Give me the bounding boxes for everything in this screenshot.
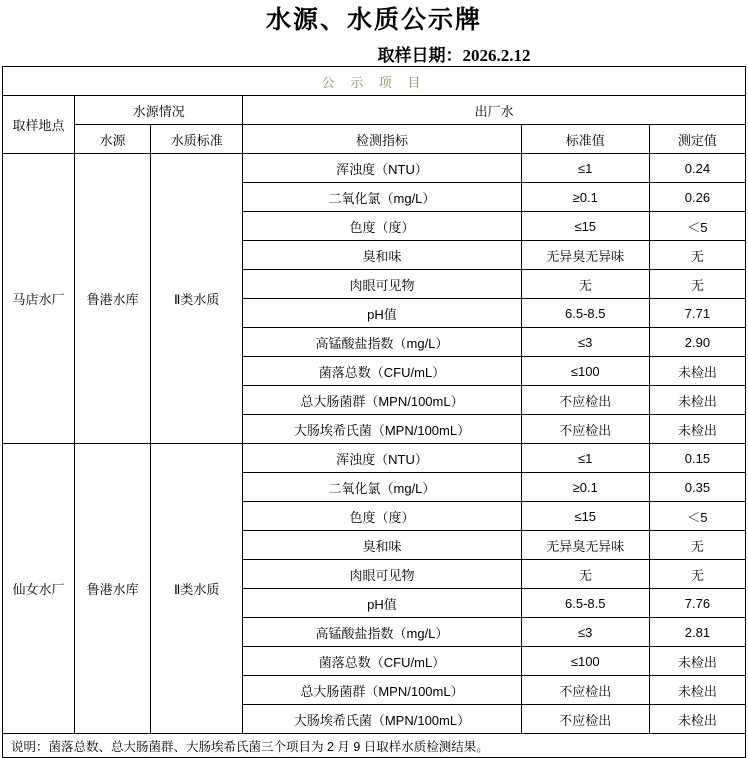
standard-value-cell: 6.5-8.5 — [521, 299, 649, 328]
plant-standard-cell: Ⅱ类水质 — [151, 154, 243, 444]
standard-value-cell: 无异臭无异味 — [521, 241, 649, 270]
measured-value-cell: 无 — [649, 560, 745, 589]
table-row — [3, 154, 746, 183]
header-outlet-water: 出厂水 — [243, 96, 746, 125]
index-cell: 浑浊度（NTU） — [243, 444, 521, 473]
measured-value-cell: 未检出 — [649, 415, 745, 444]
measured-value-cell: 未检出 — [649, 357, 745, 386]
measured-value-cell: 无 — [649, 241, 745, 270]
standard-value-cell: 不应检出 — [521, 705, 649, 734]
measured-value-cell: 0.15 — [649, 444, 745, 473]
standard-value-cell: ≤1 — [521, 444, 649, 473]
index-cell: 臭和味 — [243, 241, 521, 270]
standard-value-cell: 不应检出 — [521, 386, 649, 415]
measured-value-cell: 无 — [649, 270, 745, 299]
header-index: 检测指标 — [243, 125, 521, 154]
index-cell: 高锰酸盐指数（mg/L） — [243, 328, 521, 357]
standard-value-cell: ≥0.1 — [521, 473, 649, 502]
header-quality-standard: 水质标准 — [151, 125, 243, 154]
header-location: 取样地点 — [3, 96, 75, 154]
index-cell: 色度（度） — [243, 212, 521, 241]
standard-value-cell: ≤100 — [521, 647, 649, 676]
table-header-banner-row — [3, 67, 746, 96]
index-cell: 肉眼可见物 — [243, 270, 521, 299]
page-title: 水源、水质公示牌 — [265, 7, 482, 34]
standard-value-cell: 不应检出 — [521, 676, 649, 705]
index-cell: 大肠埃希氏菌（MPN/100mL） — [243, 705, 521, 734]
header-water-source-group: 水源情况 — [75, 96, 243, 125]
measured-value-cell: ＜5 — [649, 212, 745, 241]
measured-value-cell: 7.76 — [649, 589, 745, 618]
index-cell: 浑浊度（NTU） — [243, 154, 521, 183]
standard-value-cell: 无 — [521, 270, 649, 299]
plant-source-cell: 鲁港水库 — [75, 444, 151, 734]
measured-value-cell: 未检出 — [649, 676, 745, 705]
header-source: 水源 — [75, 125, 151, 154]
index-cell: 菌落总数（CFU/mL） — [243, 357, 521, 386]
index-cell: 菌落总数（CFU/mL） — [243, 647, 521, 676]
plant-name-cell: 仙女水厂 — [3, 444, 75, 734]
standard-value-cell: ≤3 — [521, 328, 649, 357]
index-cell: 二氧化氯（mg/L） — [243, 473, 521, 502]
table-row — [3, 444, 746, 473]
measured-value-cell: 无 — [649, 531, 745, 560]
standard-value-cell: ≤100 — [521, 357, 649, 386]
index-cell: pH值 — [243, 299, 521, 328]
standard-value-cell: 无 — [521, 560, 649, 589]
water-quality-table — [2, 66, 746, 734]
index-cell: 二氧化氯（mg/L） — [243, 183, 521, 212]
index-cell: pH值 — [243, 589, 521, 618]
standard-value-cell: ≥0.1 — [521, 183, 649, 212]
measured-value-cell: 未检出 — [649, 386, 745, 415]
table-header-row-1 — [3, 96, 746, 125]
banner-cell: 公 示 项 目 — [3, 67, 746, 96]
index-cell: 臭和味 — [243, 531, 521, 560]
plant-standard-cell: Ⅱ类水质 — [151, 444, 243, 734]
standard-value-cell: 6.5-8.5 — [521, 589, 649, 618]
sampling-date-label: 取样日期： — [377, 45, 463, 65]
sampling-date-row — [0, 40, 748, 66]
table-header-row-2 — [3, 125, 746, 154]
measured-value-cell: ＜5 — [649, 502, 745, 531]
header-measured-value: 测定值 — [649, 125, 745, 154]
measured-value-cell: 0.24 — [649, 154, 745, 183]
plant-source-cell: 鲁港水库 — [75, 154, 151, 444]
standard-value-cell: ≤3 — [521, 618, 649, 647]
table-note: 说明：菌落总数、总大肠菌群、大肠埃希氏菌三个项目为 2 月 9 日取样水质检测结果。 — [2, 734, 746, 758]
index-cell: 总大肠菌群（MPN/100mL） — [243, 676, 521, 705]
index-cell: 色度（度） — [243, 502, 521, 531]
header-standard-value: 标准值 — [521, 125, 649, 154]
measured-value-cell: 2.81 — [649, 618, 745, 647]
standard-value-cell: ≤1 — [521, 154, 649, 183]
sampling-date — [200, 41, 748, 66]
standard-value-cell: 无异臭无异味 — [521, 531, 649, 560]
standard-value-cell: 不应检出 — [521, 415, 649, 444]
measured-value-cell: 0.35 — [649, 473, 745, 502]
measured-value-cell: 2.90 — [649, 328, 745, 357]
standard-value-cell: ≤15 — [521, 212, 649, 241]
index-cell: 肉眼可见物 — [243, 560, 521, 589]
index-cell: 总大肠菌群（MPN/100mL） — [243, 386, 521, 415]
plant-name-cell: 马店水厂 — [3, 154, 75, 444]
sampling-date-value: 2026.2.12 — [462, 45, 531, 65]
measured-value-cell: 未检出 — [649, 647, 745, 676]
measured-value-cell: 7.71 — [649, 299, 745, 328]
standard-value-cell: ≤15 — [521, 502, 649, 531]
measured-value-cell: 0.26 — [649, 183, 745, 212]
index-cell: 大肠埃希氏菌（MPN/100mL） — [243, 415, 521, 444]
index-cell: 高锰酸盐指数（mg/L） — [243, 618, 521, 647]
measured-value-cell: 未检出 — [649, 705, 745, 734]
